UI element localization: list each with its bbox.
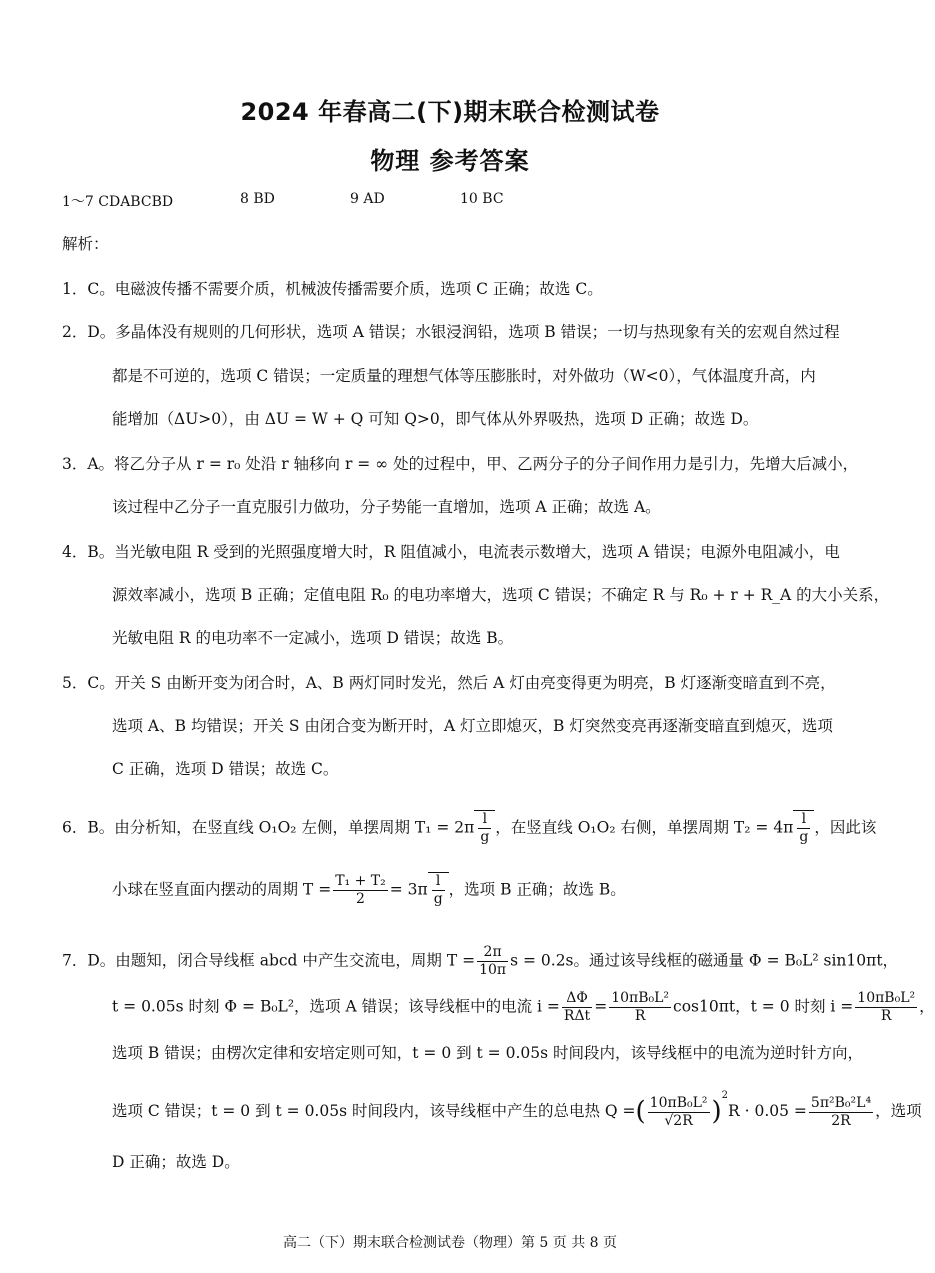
q6-frac-num-3: l bbox=[432, 873, 445, 891]
q7-current-den-3: R bbox=[880, 1007, 892, 1024]
q7-current-frac-2 bbox=[609, 990, 671, 1025]
q4-line-3: 光敏电阻 R 的电功率不一定减小，选项 D 错误；故选 B。 bbox=[112, 629, 514, 647]
q7-period-frac bbox=[477, 944, 508, 979]
q7-line-3: 选项 B 错误；由楞次定律和安培定则可知，t = 0 到 t = 0.05s 时间段内，该导线框中的电流为逆时针方向， bbox=[112, 1044, 863, 1062]
q7-line-1 bbox=[62, 944, 898, 979]
answer-9: 9 AD bbox=[350, 191, 385, 207]
q7-paren-left: ( bbox=[635, 1096, 646, 1127]
q7-text-a: 7．D。由题知，闭合导线框 abcd 中产生交流电，周期 T = bbox=[62, 951, 476, 970]
q6-text-f: ，选项 B 正确；故选 B。 bbox=[448, 880, 626, 899]
q6-text-b: ，在竖直线 O₁O₂ 右侧，单摆周期 T₂ = 4π bbox=[495, 818, 794, 837]
q6-period-den: 2 bbox=[355, 890, 365, 907]
q7-period-num: 2π bbox=[477, 944, 508, 962]
analysis-label: 解析： bbox=[62, 235, 109, 253]
q6-sqrt-3 bbox=[428, 872, 449, 908]
q6-frac-den-2: g bbox=[799, 828, 809, 845]
answer-1-7: 1～7 CDABCBD bbox=[62, 194, 174, 210]
q6-text-c: ，因此该 bbox=[814, 818, 877, 837]
q7-result-num: 5π²B₀²L⁴ bbox=[810, 1094, 872, 1111]
q3-line-1: 3．A。将乙分子从 r = r₀ 处沿 r 轴移向 r = ∞ 处的过程中，甲、乙两分子的分子间作用力是引力，先增大后减小， bbox=[62, 455, 859, 473]
page-footer: 高二（下）期末联合检测试卷（物理）第 5 页 共 8 页 bbox=[282, 1235, 618, 1251]
page-subtitle: 物理 参考答案 bbox=[370, 147, 530, 175]
q2-line-1: 2．D。多晶体没有规则的几何形状，选项 A 错误；水银浸润铅，选项 B 错误；一切与热现象有关的宏观自然过程 bbox=[62, 323, 840, 341]
q6-text-e: = 3π bbox=[389, 880, 428, 899]
q7-current-den-2: R bbox=[634, 1007, 646, 1024]
q7-result-den: 2R bbox=[831, 1112, 851, 1129]
q7-current-num-2: 10πB₀L² bbox=[611, 990, 670, 1006]
q5-line-1: 5．C。开关 S 由断开变为闭合时，A、B 两灯同时发光，然后 A 灯由亮变得更为明亮，B 灯逐渐变暗直到不亮， bbox=[62, 674, 836, 692]
q7-line-5: D 正确；故选 D。 bbox=[112, 1153, 240, 1171]
q6-line-2 bbox=[112, 872, 626, 908]
q4-line-1: 4．B。当光敏电阻 R 受到的光照强度增大时，R 阻值减小，电流表示数增大，选项 A 错误；电源外电阻减小，电 bbox=[62, 543, 840, 561]
q7-text-e: cos10πt，t = 0 时刻 i = bbox=[673, 997, 854, 1016]
q7-text-f: ， bbox=[919, 997, 935, 1016]
q7-text-d: = bbox=[594, 997, 608, 1016]
q7-paren-right: ) bbox=[711, 1096, 722, 1127]
q7-line-2 bbox=[112, 990, 935, 1025]
q6-sqrt-1 bbox=[474, 810, 495, 846]
q6-sqrt-2 bbox=[793, 810, 814, 846]
q5-line-3: C 正确，选项 D 错误；故选 C。 bbox=[112, 760, 339, 778]
q4-line-2: 源效率减小，选项 B 正确；定值电阻 R₀ 的电功率增大，选项 C 错误；不确定 R 与 R₀ + r + R_A 的大小关系， bbox=[112, 586, 890, 604]
q7-text-g: 选项 C 错误；t = 0 到 t = 0.05s 时间段内，该导线框中产生的总电热 Q = bbox=[112, 1102, 636, 1120]
q7-current-frac-3 bbox=[855, 990, 917, 1025]
q6-frac-num-1: l bbox=[478, 811, 491, 829]
answer-10: 10 BC bbox=[460, 191, 504, 207]
q7-current-den-1: RΔt bbox=[563, 1007, 591, 1024]
q2-line-3: 能增加（ΔU>0），由 ΔU = W + Q 可知 Q>0，即气体从外界吸热，选项 D 正确；故选 D。 bbox=[112, 410, 759, 428]
q6-frac-den-3: g bbox=[433, 890, 443, 907]
q7-current-num-3: 10πB₀L² bbox=[857, 990, 916, 1006]
q6-text-d: 小球在竖直面内摆动的周期 T = bbox=[112, 880, 332, 899]
q5-line-2: 选项 A、B 均错误；开关 S 由闭合变为断开时，A 灯立即熄灭，B 灯突然变亮再逐渐变暗直到熄灭，选项 bbox=[112, 717, 833, 735]
q6-text-a: 6．B。由分析知，在竖直线 O₁O₂ 左侧，单摆周期 T₁ = 2π bbox=[62, 818, 475, 837]
q7-text-i: ，选项 bbox=[875, 1102, 922, 1120]
page-title: 2024 年春高二(下)期末联合检测试卷 bbox=[240, 98, 660, 126]
q6-frac-den-1: g bbox=[480, 828, 490, 845]
q7-heat-exponent: 2 bbox=[721, 1090, 729, 1101]
q7-line-4 bbox=[112, 1090, 922, 1129]
q7-result-frac bbox=[809, 1095, 873, 1130]
q2-line-2: 都是不可逆的，选项 C 错误；一定质量的理想气体等压膨胀时，对外做功（W<0），气体温度升高，内 bbox=[112, 367, 816, 385]
q7-period-den: 10π bbox=[479, 961, 507, 978]
q6-period-frac bbox=[333, 873, 388, 908]
q7-text-h: R · 0.05 = bbox=[728, 1102, 807, 1120]
q7-heat-den: √2R bbox=[664, 1112, 693, 1129]
q1-line: 1．C。电磁波传播不需要介质，机械波传播需要介质，选项 C 正确；故选 C。 bbox=[62, 280, 603, 298]
q6-line-1 bbox=[62, 810, 876, 846]
q7-current-frac-1 bbox=[562, 990, 592, 1025]
answer-8: 8 BD bbox=[240, 191, 275, 207]
q7-text-c: t = 0.05s 时刻 Φ = B₀L²，选项 A 错误；该导线框中的电流 i = bbox=[112, 997, 560, 1016]
q7-heat-frac bbox=[648, 1095, 710, 1130]
q7-text-b: s = 0.2s。通过该导线框的磁通量 Φ = B₀L² sin10πt， bbox=[510, 951, 899, 970]
q6-period-num: T₁ + T₂ bbox=[335, 873, 386, 889]
q3-line-2: 该过程中乙分子一直克服引力做功，分子势能一直增加，选项 A 正确；故选 A。 bbox=[112, 498, 661, 516]
q6-frac-num-2: l bbox=[797, 811, 810, 829]
q7-current-num-1: ΔΦ bbox=[562, 990, 592, 1008]
q7-heat-num: 10πB₀L² bbox=[649, 1094, 708, 1111]
